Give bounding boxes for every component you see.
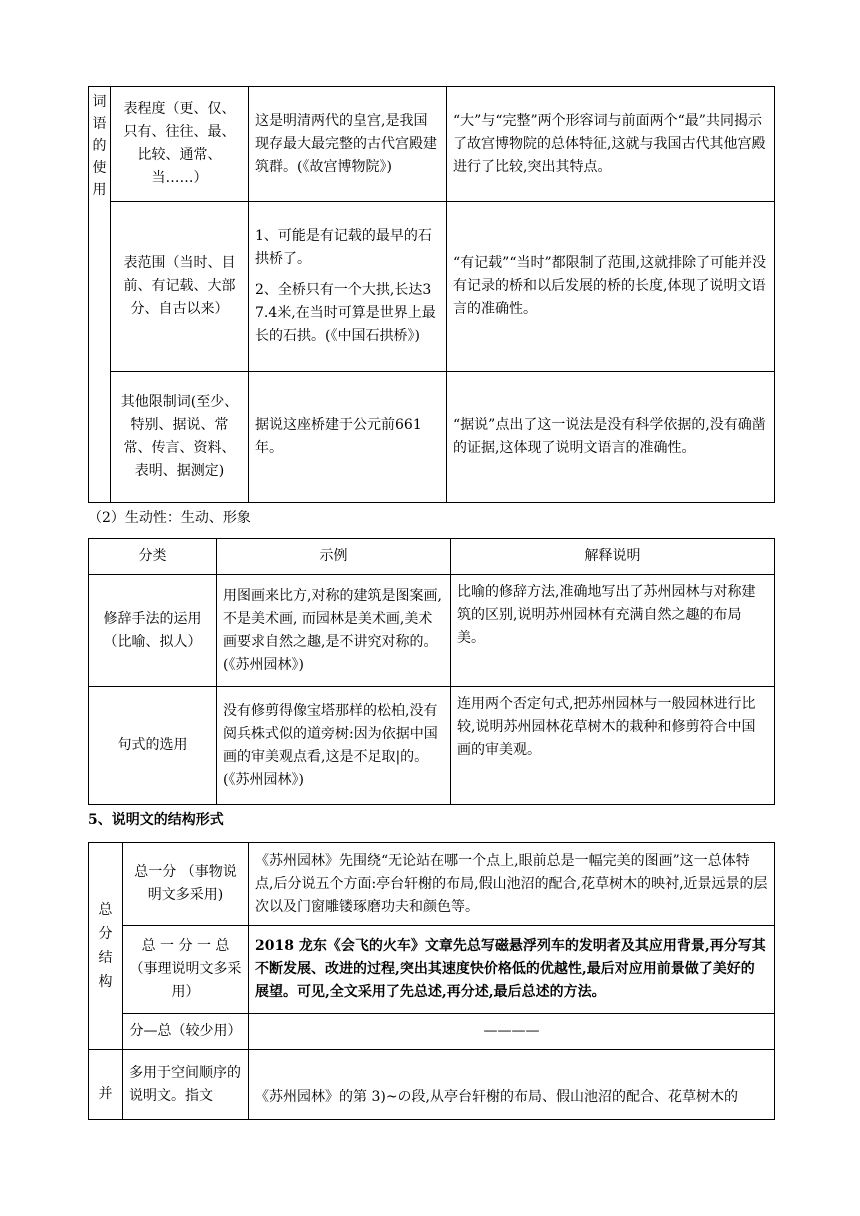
example-cell: 这是明清两代的皇宫,是我国现存最大最完整的古代宫殿建筑群。(《故宫博物院》) (249, 87, 447, 202)
type-cell: 表范围（当时、目前、有记载、大部分、自古以来） (111, 202, 249, 372)
type-cell: 总 一 分 一 总（事理说明文多采用） (123, 926, 249, 1014)
type-cell: 句式的选用 (89, 687, 217, 805)
structure-category: 总 分 结 构 (89, 843, 123, 1050)
example-line-1: 1、可能是有记载的最早的石拱桥了。 (255, 228, 432, 267)
header-explanation: 解释说明 (451, 539, 775, 575)
type-cell: 表程度（更、仅、只有、往往、最、比较、通常、当……） (111, 87, 249, 202)
section-5-title: 5、说明文的结构形式 (88, 812, 224, 828)
section-2-title: （2）生动性：生动、形象 (88, 510, 251, 526)
word-usage-category: 词 语 的 使 用 (89, 87, 111, 503)
header-category: 分类 (89, 539, 217, 575)
example-cell: 据说这座桥建于公元前661年。 (249, 372, 447, 503)
explanation-cell: “有记载”“当时”都限制了范围,这就排除了可能并没有记录的桥和以后发展的桥的长度,体现了说明文语言的准确性。 (447, 202, 775, 372)
content-cell: 《苏州园林》的第 3)~の段,从亭台轩榭的布局、假山池沼的配合、花草树木的 (249, 1050, 775, 1120)
type-cell: 修辞手法的运用（比喻、拟人） (89, 575, 217, 687)
type-cell: 多用于空间顺序的说明文。指文 (123, 1050, 249, 1120)
structure-category-2: 并 (89, 1050, 123, 1120)
explanation-cell: “大”与“完整”两个形容词与前面两个“最”共同揭示了故宫博物院的总体特征,这就与我国古代其他宫殿进行了比较,突出其特点。 (447, 87, 775, 202)
example-cell: 用图画来比方,对称的建筑是图案画,不是美术画, 而园林是美术画,美术画要求自然之趣,是不讲究对称的。(《苏州园林》) (217, 575, 451, 687)
type-cell: 其他限制词(至少、特别、据说、常常、传言、资料、表明、据测定) (111, 372, 249, 503)
example-cell (249, 202, 447, 372)
explanation-cell: 连用两个否定句式,把苏州园林与一般园林进行比较,说明苏州园林花草树木的栽种和修剪符合中国画的审美观。 (451, 687, 775, 805)
type-cell: 分—总（较少用） (123, 1014, 249, 1050)
vividness-table (88, 538, 775, 805)
content-cell: ———— (249, 1014, 775, 1050)
explanation-cell: “据说”点出了这一说法是没有科学依据的,没有确凿的证据,这体现了说明文语言的准确性。 (447, 372, 775, 503)
explanation-cell: 比喻的修辞方法,准确地写出了苏州园林与对称建筑的区别,说明苏州园林有充满自然之趣的布局美。 (451, 575, 775, 687)
example-line-2: 2、全桥只有一个大拱,长达37.4米,在当时可算是世界上最长的石拱。(《中国石拱桥》) (255, 282, 436, 344)
type-cell: 总一分 （事物说明文多采用) (123, 843, 249, 926)
content-cell: 《苏州园林》先围绕“无论站在哪一个点上,眼前总是一幅完美的图画”这一总体特点,后分说五个方面:亭台轩榭的布局,假山池沼的配合,花草树木的映衬,近景远景的层次以及门窗雕镂琢磨功夫和颜色等。 (249, 843, 775, 926)
content-cell: 2018 龙东《会飞的火车》文章先总写磁悬浮列车的发明者及其应用背景,再分写其不断发展、改进的过程,突出其速度快价格低的优越性,最后对应用前景做了美好的展望。可见,全文采用了先总述,再分述,最后总述的方法。 (249, 926, 775, 1014)
structure-table (88, 842, 775, 1120)
header-example: 示例 (217, 539, 451, 575)
word-usage-table (88, 86, 775, 503)
example-cell: 没有修剪得像宝塔那样的松柏,没有阅兵株式似的道旁树:因为依据中国画的审美观点看,这是不足取|的。(《苏州园林》) (217, 687, 451, 805)
